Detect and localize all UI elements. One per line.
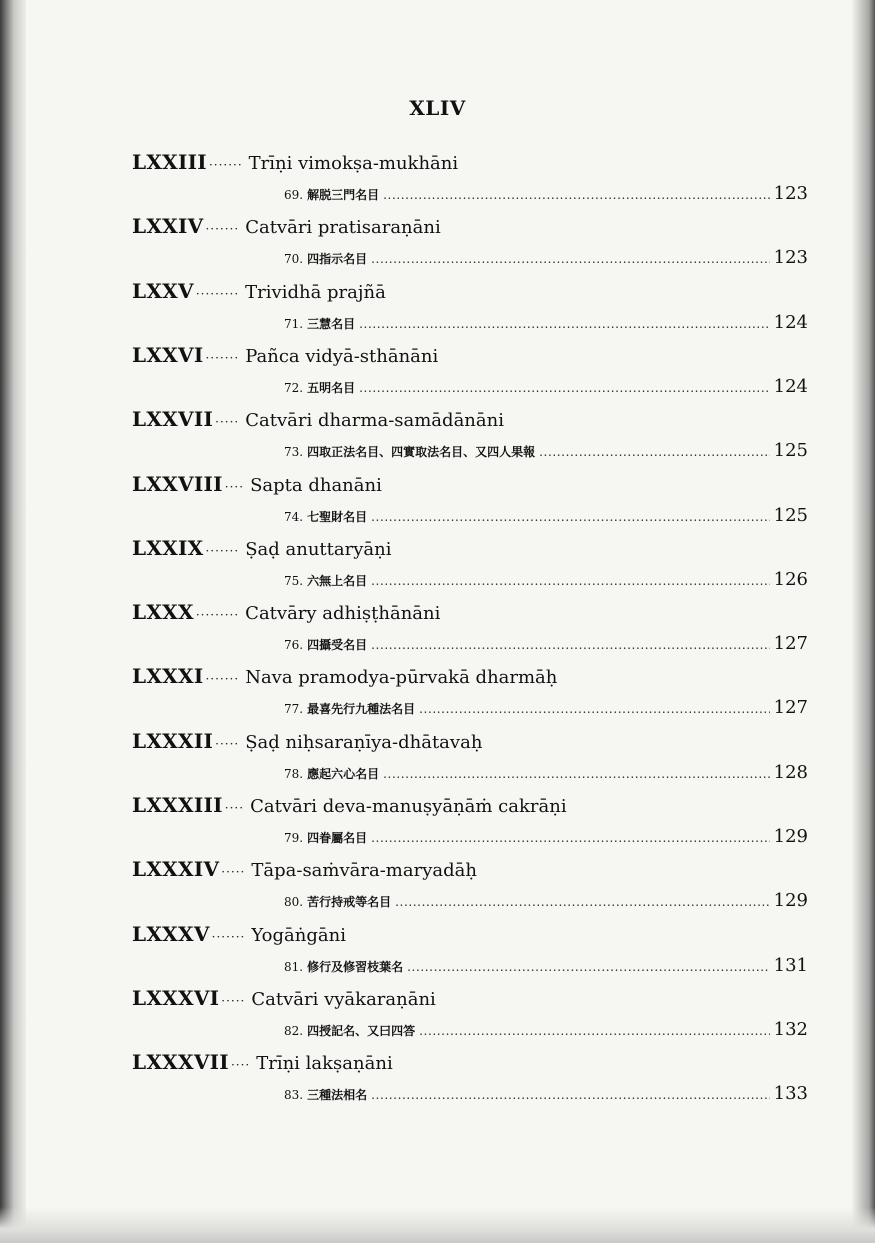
page-ref: 129	[773, 826, 808, 847]
dot-leader: ·······	[205, 543, 240, 558]
chinese-title: 五明名目	[307, 380, 356, 395]
page-ref: 124	[773, 375, 808, 397]
chinese-title: 四眷屬名目	[307, 831, 368, 845]
dot-leader: ····	[230, 1058, 251, 1073]
sanskrit-title: Catvāri vyākaraṇāni	[251, 988, 436, 1010]
entry-number: 80.	[284, 895, 304, 910]
toc-entry-title	[132, 729, 812, 759]
chinese-title: 四取正法名目、四實取法名目、又四人果報	[307, 445, 536, 460]
dot-leader: ·······	[205, 350, 240, 365]
page-ref: 126	[773, 568, 808, 590]
toc-entry-title	[132, 536, 812, 566]
dot-leader: ·······	[205, 222, 240, 237]
toc-entry-subline	[284, 955, 808, 977]
page-ref: 131	[773, 954, 808, 976]
dot-leader	[359, 317, 770, 331]
toc-entry-subline	[284, 247, 808, 269]
page-ref: 123	[773, 247, 808, 269]
dot-leader: ·······	[205, 672, 240, 687]
chapter-roman-numeral: LXXIX	[132, 535, 204, 560]
toc-entry-title	[132, 472, 812, 502]
toc-entry-subline	[284, 890, 808, 912]
toc-entry-subline	[284, 569, 808, 591]
dot-leader: ·······	[208, 158, 243, 172]
chapter-roman-numeral: LXXXVI	[132, 985, 220, 1010]
sanskrit-title: Nava pramodya-pūrvakā dharmāḥ	[245, 667, 558, 689]
dot-leader: ·····	[215, 415, 240, 430]
sanskrit-title: Catvāry adhiṣṭhānāni	[245, 603, 441, 625]
dot-leader: ····	[224, 801, 245, 815]
toc-entry-subline	[284, 505, 808, 527]
toc-entry-title	[132, 1050, 812, 1080]
chinese-title: 三慧名目	[307, 316, 356, 331]
sanskrit-title: Catvāri dharma-samādānāni	[245, 410, 504, 432]
dot-leader: ····	[224, 479, 245, 494]
sanskrit-title: Pañca vidyā-sthānāni	[245, 345, 439, 367]
chinese-title: 解脱三門名目	[307, 188, 380, 202]
toc-entry-subline	[284, 183, 808, 205]
chapter-roman-numeral: LXXIII	[132, 150, 207, 174]
entry-number: 82.	[284, 1023, 304, 1038]
toc-entry-subline	[284, 376, 808, 398]
entry-number: 78.	[284, 766, 304, 781]
chinese-title: 七聖財名目	[307, 509, 368, 524]
dot-leader	[407, 960, 770, 974]
sanskrit-title: Tāpa-saṁvāra-maryadāḥ	[251, 860, 477, 882]
sanskrit-title: Trīṇi lakṣaṇāni	[256, 1053, 393, 1075]
sanskrit-title: Trīṇi vimokṣa-mukhāni	[248, 153, 459, 174]
toc-entry-title	[132, 600, 812, 630]
entry-number: 75.	[284, 573, 304, 588]
sanskrit-title: Catvāri pratisaraṇāni	[245, 217, 441, 239]
toc-entry-title	[132, 214, 812, 244]
sanskrit-title: Catvāri deva-manuṣyāṇāṁ cakrāṇi	[250, 796, 567, 817]
entry-number: 83.	[284, 1088, 304, 1103]
entry-number: 79.	[284, 831, 304, 845]
toc-entry-subline	[284, 633, 808, 655]
chapter-roman-numeral: LXXIV	[132, 214, 204, 239]
dot-leader: ·····	[221, 865, 246, 880]
chinese-title: 修行及修習枝葉名	[307, 959, 404, 974]
dot-leader: ·····	[221, 993, 246, 1008]
dot-leader: ·······	[211, 929, 246, 944]
chinese-title: 四攝受名目	[307, 638, 368, 653]
page-ref: 132	[773, 1018, 808, 1040]
chapter-roman-numeral: LXXXIV	[132, 857, 220, 882]
toc-entry-title	[132, 922, 812, 952]
chapter-roman-numeral: LXXXV	[132, 921, 210, 946]
dot-leader	[359, 381, 770, 395]
chapter-roman-numeral: LXXV	[132, 278, 194, 303]
chinese-title: 三種法相名	[307, 1088, 368, 1103]
chapter-roman-numeral: LXXVIII	[132, 471, 223, 496]
toc-entry-subline	[284, 440, 808, 462]
entry-number: 76.	[284, 638, 304, 653]
dot-leader	[371, 252, 770, 266]
toc-entry-title	[132, 986, 812, 1016]
chinese-title: 四授記名、又曰四答	[307, 1023, 416, 1038]
dot-leader: ·········	[195, 608, 240, 623]
chinese-title: 應起六心名目	[307, 766, 380, 781]
entry-number: 70.	[284, 252, 304, 267]
chapter-roman-numeral: LXXVII	[132, 407, 214, 432]
toc-entry-subline	[284, 697, 808, 719]
sanskrit-title: Trividhā prajñā	[245, 281, 386, 303]
dot-leader	[371, 831, 770, 845]
toc-entry-subline	[284, 826, 808, 848]
toc-entry-title	[132, 793, 812, 823]
dot-leader	[539, 445, 770, 459]
page-ref: 124	[773, 311, 808, 333]
entry-number: 74.	[284, 509, 304, 524]
entry-number: 69.	[284, 188, 304, 202]
toc-entry-subline	[284, 1019, 808, 1041]
toc-entry-subline	[284, 312, 808, 334]
chapter-roman-numeral: LXXXIII	[132, 793, 223, 817]
dot-leader	[371, 1088, 770, 1102]
dot-leader	[383, 188, 770, 202]
dot-leader: ·····	[215, 736, 240, 751]
chapter-roman-numeral: LXXXII	[132, 728, 214, 753]
dot-leader	[371, 510, 770, 524]
toc-entry-title	[132, 150, 812, 180]
entry-number: 72.	[284, 380, 304, 395]
page-ref: 128	[773, 761, 808, 783]
sanskrit-title: Yogāṅgāni	[251, 924, 346, 946]
page-ref: 125	[773, 440, 808, 462]
dot-leader	[419, 1024, 770, 1038]
chinese-title: 四指示名目	[307, 252, 368, 267]
dot-leader	[419, 702, 770, 716]
toc-entry-title	[132, 279, 812, 309]
toc-entry-title	[132, 857, 812, 887]
dot-leader	[371, 638, 770, 652]
page-ref: 133	[773, 1083, 808, 1105]
page-ref: 129	[773, 890, 808, 912]
dot-leader: ·········	[195, 286, 240, 301]
entry-number: 77.	[284, 702, 304, 717]
dot-leader	[395, 895, 770, 909]
sanskrit-title: Ṣaḍ niḥsaraṇīya-dhātavaḥ	[245, 731, 483, 753]
sanskrit-title: Ṣaḍ anuttaryāṇi	[245, 538, 392, 560]
chapter-roman-numeral: LXXX	[132, 600, 194, 625]
chinese-title: 最喜先行九種法名目	[307, 702, 416, 717]
entry-number: 81.	[284, 959, 304, 974]
entry-number: 71.	[284, 316, 304, 331]
dot-leader	[383, 767, 770, 781]
sanskrit-title: Sapta dhanāni	[250, 474, 382, 496]
entry-number: 73.	[284, 445, 304, 460]
page-ref: 127	[773, 633, 808, 655]
page-number: XLIV	[409, 96, 466, 120]
chinese-title: 苦行持戒等名目	[307, 895, 392, 910]
page-ref: 127	[773, 697, 808, 719]
toc-entry-title	[132, 407, 812, 437]
toc-entry-subline	[284, 762, 808, 784]
chapter-roman-numeral: LXXVI	[132, 342, 204, 367]
toc-entry-title	[132, 343, 812, 373]
chapter-roman-numeral: LXXXVII	[132, 1050, 229, 1075]
dot-leader	[371, 574, 770, 588]
toc-entry-title	[132, 664, 812, 694]
page-ref: 123	[773, 183, 808, 204]
chapter-roman-numeral: LXXXI	[132, 664, 204, 689]
page-ref: 125	[773, 504, 808, 526]
chinese-title: 六無上名目	[307, 573, 368, 588]
toc-entry-subline	[284, 1083, 808, 1105]
